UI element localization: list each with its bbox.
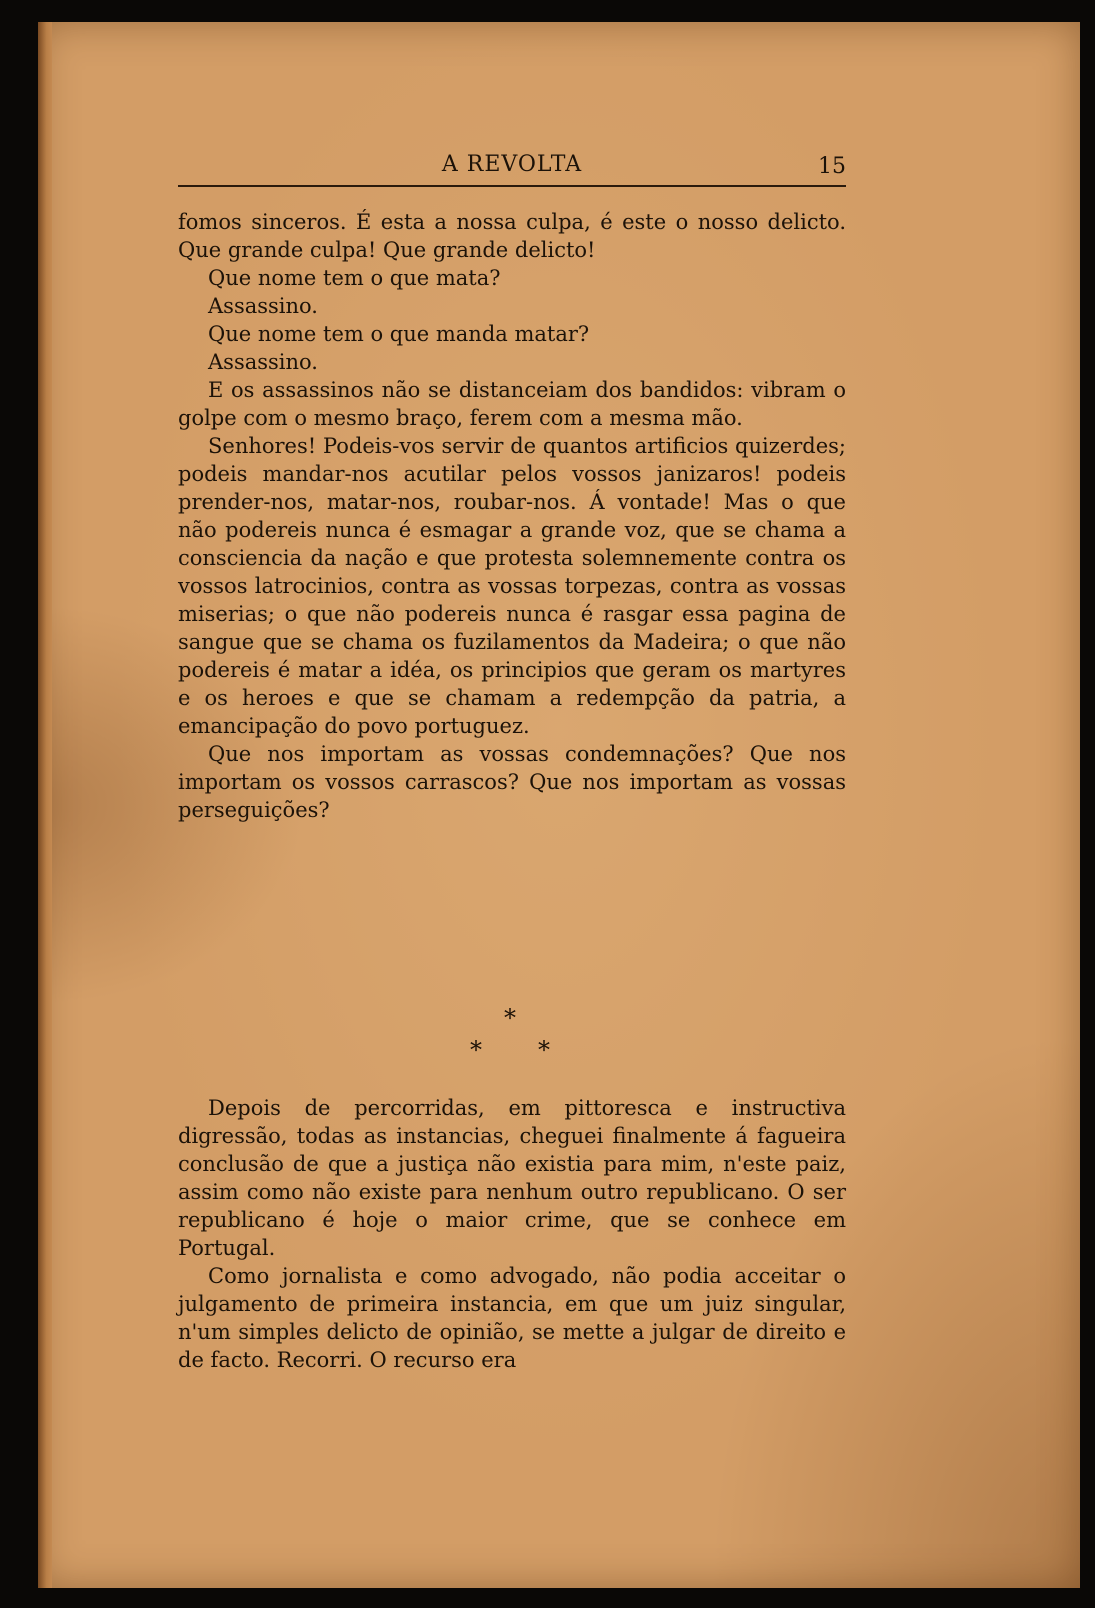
page-header [178, 152, 846, 184]
paragraph: Depois de percorridas, em pittoresca e instructiva digressão, todas as instancias, cheguei finalmente á fagueira conclusão de que a justiça não existia para mim, n'este paiz, assim como não existe para nenhum outro republicano. O ser republicano é hoje o maior crime, que se conhece em Portugal. [178, 1096, 846, 1260]
paragraph: Que nome tem o que mata? [208, 266, 501, 290]
paragraph: Assassino. [208, 294, 318, 318]
asterism-star: * [470, 1036, 482, 1064]
page-binding-edge [38, 22, 52, 1588]
paragraph: Que nome tem o que manda matar? [208, 322, 590, 346]
text-block-1 [178, 208, 846, 824]
paragraph: Senhores! Podeis-vos servir de quantos artificios quizerdes; podeis mandar-nos acutilar pelos vossos janizaros! podeis prender-nos, matar-nos, roubar-nos. Á vontade! Mas o que não podereis nunca é esmagar a grande voz, que se chama a consciencia da nação e que protesta solemnemente contra os vossos latrocinios, contra as vossas torpezas, contra as vossas miserias; o que não podereis nunca é rasgar essa pagina de sangue que se chama os fuzilamentos da Madeira; o que não podereis é matar a idéa, os principios que geram os martyres e os heroes e que se chamam a redempção da patria, a emancipação do povo portuguez. [178, 434, 846, 738]
running-title: A REVOLTA [441, 152, 583, 177]
asterism-star: * [504, 1004, 516, 1032]
paragraph: Como jornalista e como advogado, não podia acceitar o julgamento de primeira instancia, em que um juiz singular, n'um simples delicto de opinião, se mette a julgar de direito e de facto. Recorri. O recurso era [178, 1264, 846, 1372]
text-block-2 [178, 1094, 846, 1374]
asterism-star: * [538, 1036, 550, 1064]
header-rule [178, 185, 846, 187]
paragraph: fomos sinceros. É esta a nossa culpa, é este o nosso delicto. Que grande culpa! Que grande delicto! [178, 210, 846, 262]
paragraph: Assassino. [208, 350, 318, 374]
paragraph: Que nos importam as vossas condemnações? Que nos importam os vossos carrascos? Que nos importam as vossas perseguições? [178, 742, 846, 822]
section-separator [456, 1004, 576, 1064]
page-number: 15 [818, 154, 846, 179]
paragraph: E os assassinos não se distanceiam dos bandidos: vibram o golpe com o mesmo braço, ferem com a mesma mão. [178, 378, 846, 430]
